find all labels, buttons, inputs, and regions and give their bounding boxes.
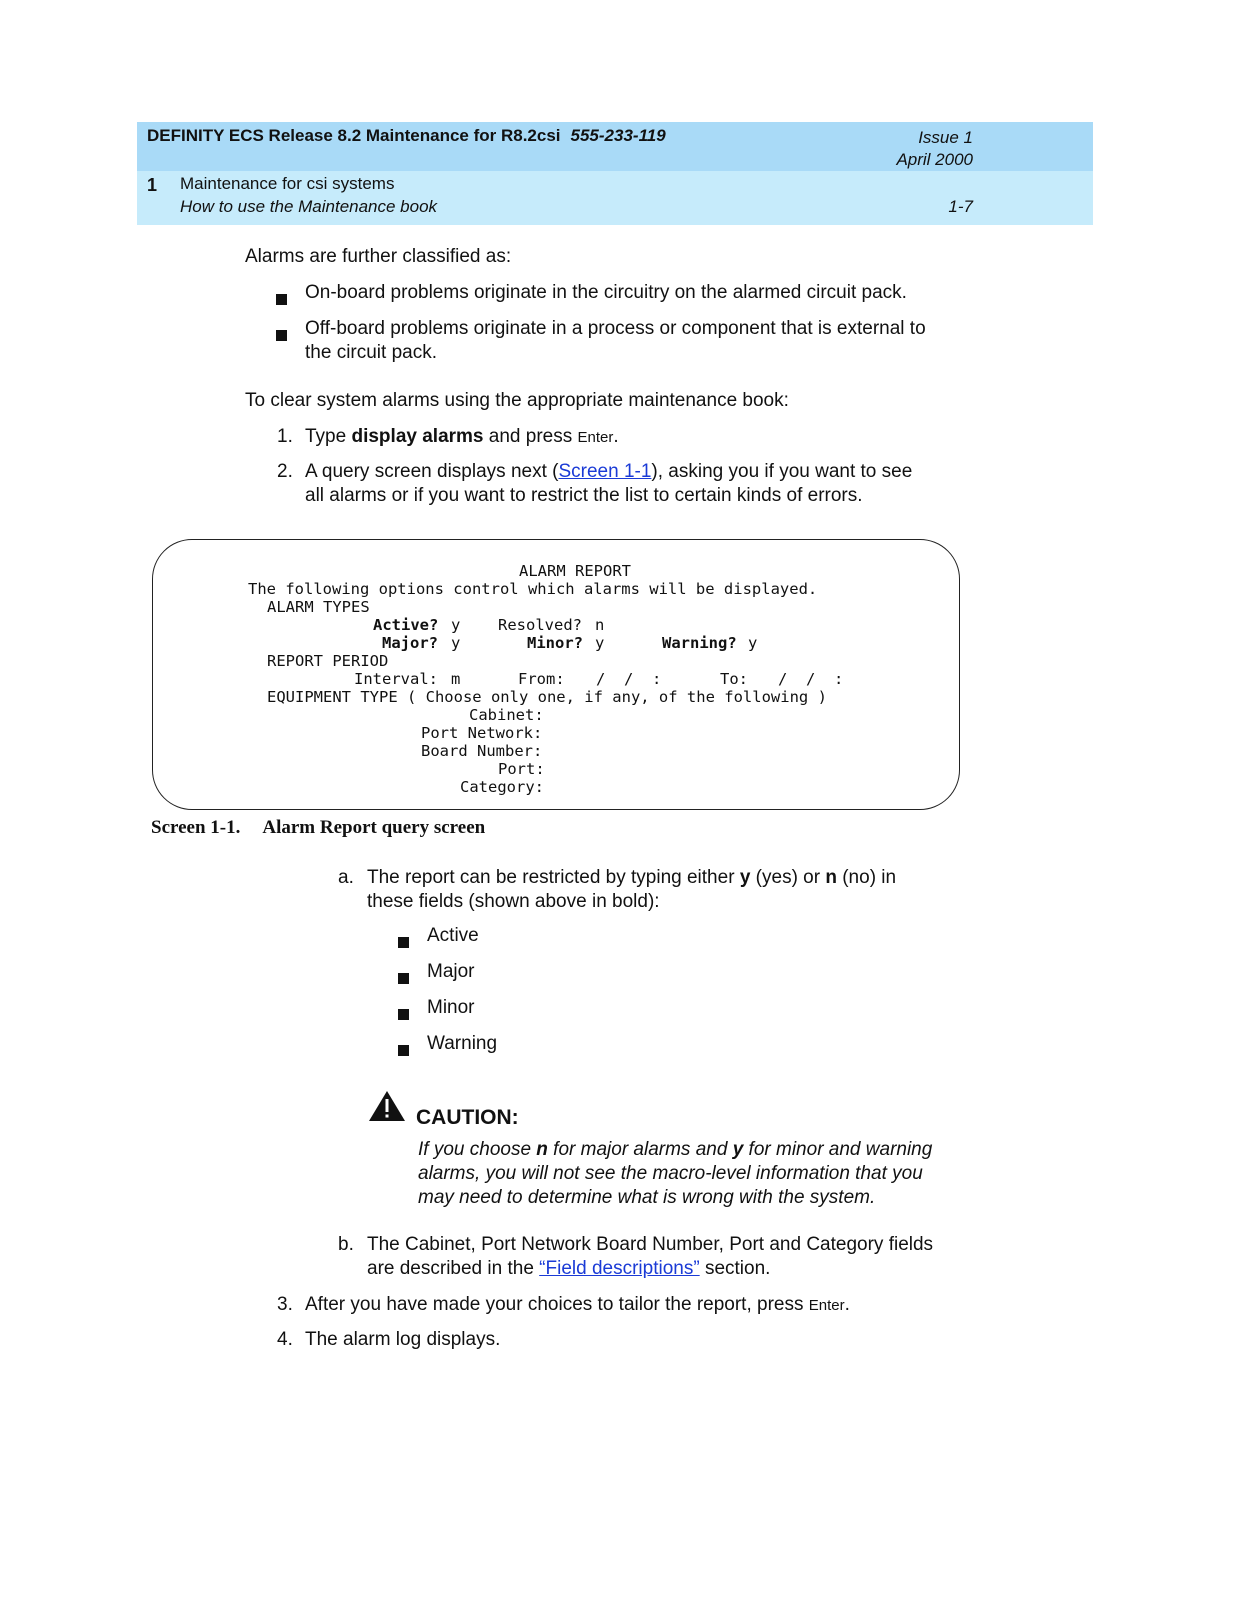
major-field-value[interactable]: y xyxy=(451,634,461,652)
bullet-icon xyxy=(398,937,409,948)
step-1: Type display alarms and press Enter. xyxy=(305,426,619,447)
field-list-item: Warning xyxy=(427,1033,498,1054)
classification-item: On-board problems originate in the circuitry on the alarmed circuit pack. xyxy=(305,282,907,303)
port-label: Port: xyxy=(498,760,545,778)
screen-reference-link[interactable]: Screen 1-1 xyxy=(558,461,652,482)
classification-line: Off-board problems originate in a process or component that is external to xyxy=(305,318,926,339)
substep-letter: a. xyxy=(338,867,354,888)
step-number: 4. xyxy=(277,1329,293,1350)
clear-intro-paragraph: To clear system alarms using the appropriate maintenance book: xyxy=(245,390,789,411)
substep-b: The Cabinet, Port Network Board Number, Port and Category fields are described in the “Field descriptions” section. xyxy=(367,1234,934,1279)
chapter-title: Maintenance for csi systems xyxy=(180,174,395,193)
warning-field-label: Warning? xyxy=(662,634,737,652)
screen-caption xyxy=(151,817,485,839)
to-value[interactable]: / / : xyxy=(778,670,844,688)
warning-field-value[interactable]: y xyxy=(748,634,758,652)
screen-title: ALARM REPORT xyxy=(519,562,631,580)
substep-a: The report can be restricted by typing either y (yes) or n (no) in these fields (shown above in bold): xyxy=(367,867,897,912)
caption-number: Screen 1-1. xyxy=(151,817,241,838)
document-number: 555-233-119 xyxy=(570,126,666,145)
chapter-number: 1 xyxy=(147,175,158,195)
interval-value[interactable]: m xyxy=(451,670,461,688)
step-number: 3. xyxy=(277,1294,293,1315)
port-network-label: Port Network: xyxy=(421,724,543,742)
caution-warning-icon xyxy=(368,1090,406,1122)
step-4: The alarm log displays. xyxy=(305,1329,501,1350)
board-number-label: Board Number: xyxy=(421,742,543,760)
bullet-icon xyxy=(276,330,287,341)
field-descriptions-link[interactable]: “Field descriptions” xyxy=(539,1258,700,1279)
active-field-label: Active? xyxy=(373,616,439,634)
field-list-item: Major xyxy=(427,961,475,982)
bullet-icon xyxy=(276,294,287,305)
document-title: DEFINITY ECS Release 8.2 Maintenance for R8.2csi 555-233-119 xyxy=(147,126,666,145)
major-field-label: Major? xyxy=(382,634,438,652)
step-2: A query screen displays next (Screen 1-1), asking you if you want to see all alarms or if you want to restrict the list to certain kinds of errors. xyxy=(305,461,913,506)
caution-title: CAUTION: xyxy=(416,1106,519,1129)
alarm-types-label: ALARM TYPES xyxy=(267,598,370,616)
caution-text: If you choose n for major alarms and y for minor and warning alarms, you will not see the macro-level information that you may need to determine what is wrong with the system. xyxy=(418,1139,933,1208)
intro-paragraph: Alarms are further classified as: xyxy=(245,246,512,267)
report-period-label: REPORT PERIOD xyxy=(267,652,389,670)
page-number: 1-7 xyxy=(948,197,973,216)
substep-letter: b. xyxy=(338,1234,354,1255)
step-number: 1. xyxy=(277,426,293,447)
resolved-field-label: Resolved? xyxy=(498,616,582,634)
issue-block xyxy=(860,127,973,171)
minor-field-value[interactable]: y xyxy=(595,634,605,652)
resolved-field-value[interactable]: n xyxy=(595,616,605,634)
to-label: To: xyxy=(720,670,748,688)
from-label: From: xyxy=(518,670,565,688)
cabinet-label: Cabinet: xyxy=(469,706,544,724)
caption-title: Alarm Report query screen xyxy=(262,817,486,838)
bullet-icon xyxy=(398,973,409,984)
issue-date: April 2000 xyxy=(896,150,973,169)
bullet-icon xyxy=(398,1045,409,1056)
equipment-type-label: EQUIPMENT TYPE ( Choose only one, if any, of the following ) xyxy=(267,688,827,706)
key-enter: Enter xyxy=(577,429,614,446)
step-3: After you have made your choices to tailor the report, press Enter. xyxy=(305,1294,850,1315)
from-value[interactable]: / / : xyxy=(596,670,662,688)
minor-field-label: Minor? xyxy=(527,634,583,652)
issue-label: Issue 1 xyxy=(918,128,973,147)
section-title: How to use the Maintenance book xyxy=(180,197,438,216)
interval-label: Interval: xyxy=(354,670,438,688)
classification-line: the circuit pack. xyxy=(305,342,437,363)
step-number: 2. xyxy=(277,461,293,482)
screen-instructions: The following options control which alarms will be displayed. xyxy=(248,580,818,598)
field-list-item: Minor xyxy=(427,997,475,1018)
active-field-value[interactable]: y xyxy=(451,616,461,634)
command-text: display alarms xyxy=(351,426,484,447)
bullet-icon xyxy=(398,1009,409,1020)
category-label: Category: xyxy=(460,778,544,796)
key-enter: Enter xyxy=(808,1297,845,1314)
field-list-item: Active xyxy=(427,925,479,946)
classification-item xyxy=(305,317,926,365)
